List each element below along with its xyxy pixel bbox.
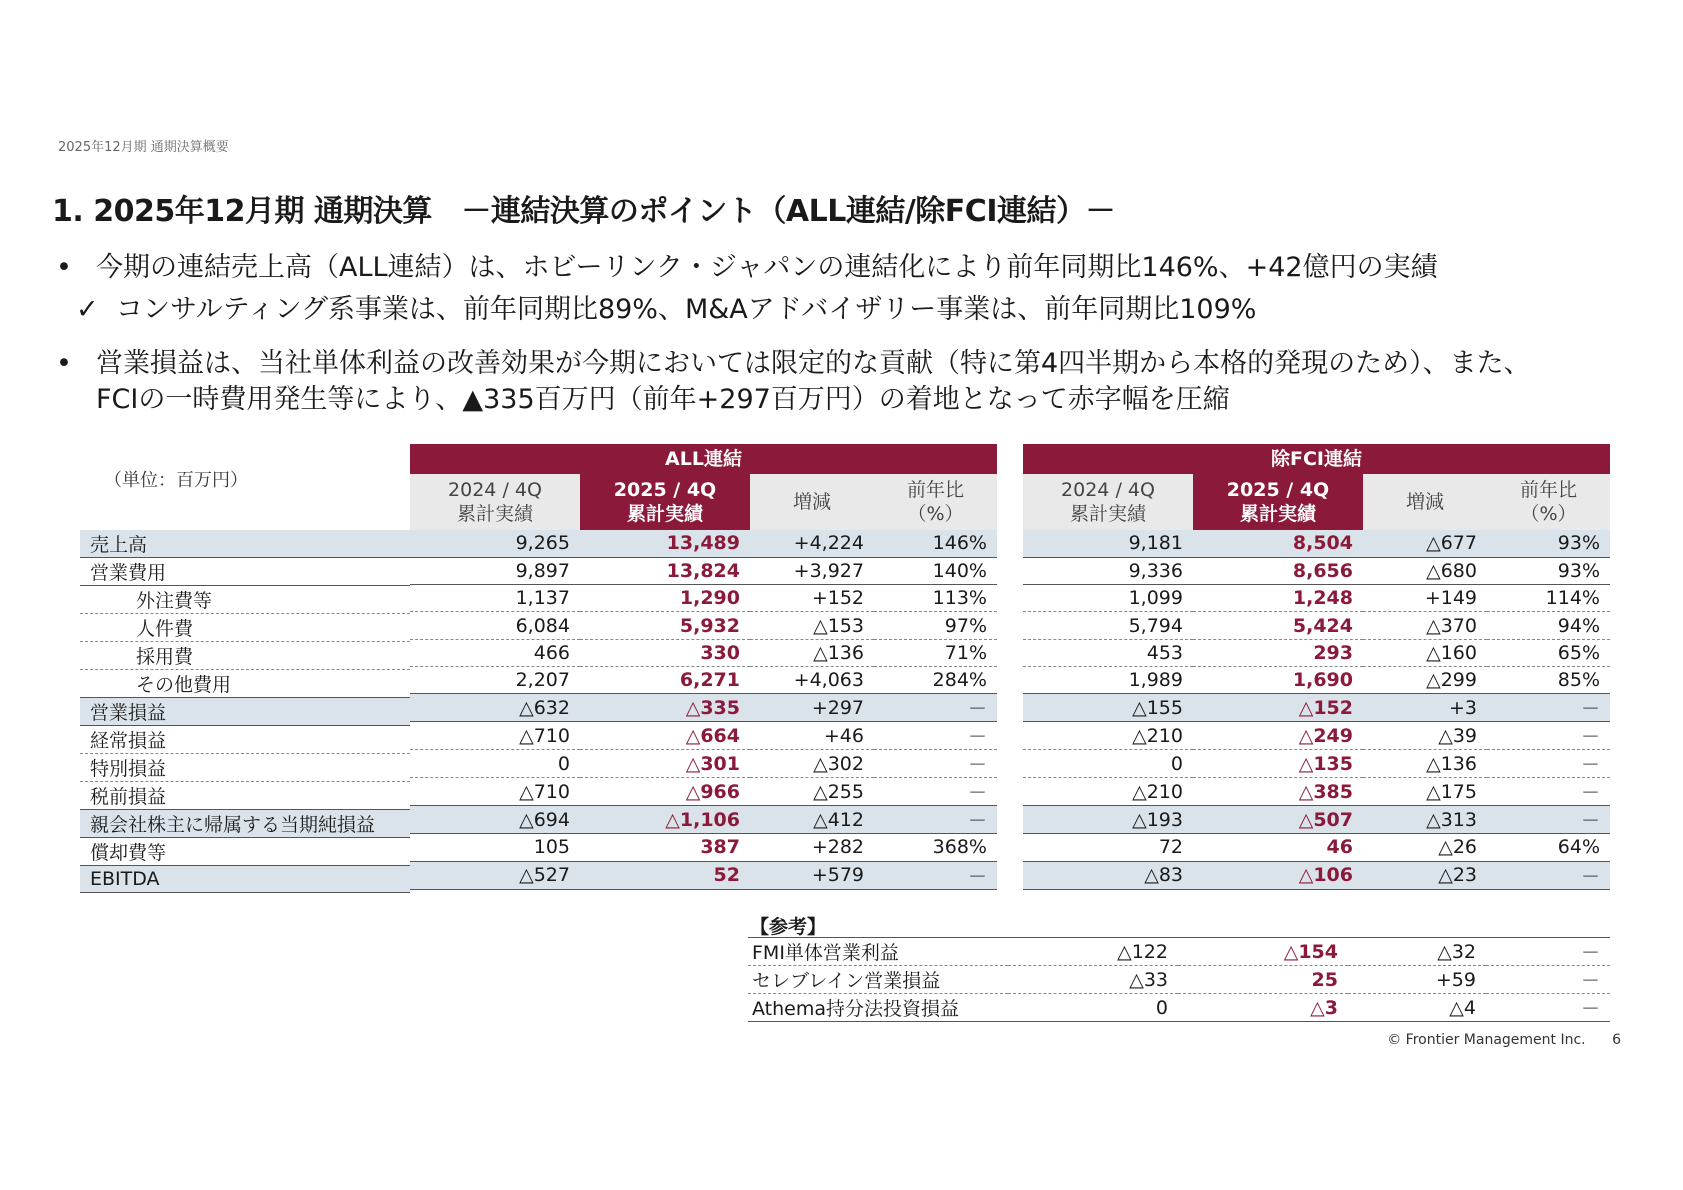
reference-title: 【参考】 xyxy=(748,912,1610,938)
table-row xyxy=(410,666,997,693)
exfci-column-headers xyxy=(1023,474,1610,530)
ratio-value: 284% xyxy=(874,666,997,693)
prev-value: 453 xyxy=(1023,639,1193,666)
diff-value: +282 xyxy=(750,834,874,861)
diff-value: +149 xyxy=(1363,585,1487,612)
diff-value: △255 xyxy=(750,778,874,806)
current-value: 13,824 xyxy=(580,557,750,584)
row-label: 営業費用 xyxy=(80,558,410,586)
table-row xyxy=(1023,639,1610,666)
current-value: △106 xyxy=(1193,861,1363,889)
reference-row xyxy=(748,938,1610,966)
table-row xyxy=(80,642,410,670)
table-row xyxy=(410,639,997,666)
diff-value: △677 xyxy=(1363,530,1487,557)
table-row xyxy=(410,834,997,861)
reference-diff: △4 xyxy=(1348,994,1486,1022)
table-row xyxy=(80,782,410,810)
bullet-operating-income xyxy=(56,346,1656,418)
prev-value: △210 xyxy=(1023,778,1193,806)
row-label: 人件費 xyxy=(80,614,410,642)
row-label: EBITDA xyxy=(80,866,410,893)
current-value: 5,424 xyxy=(1193,612,1363,639)
col-ratio: 前年比 （%） xyxy=(874,474,997,530)
prev-value: △193 xyxy=(1023,806,1193,834)
diff-value: △23 xyxy=(1363,861,1487,889)
ratio-value: － xyxy=(1487,806,1610,834)
reference-label: Athema持分法投資損益 xyxy=(748,994,1008,1022)
current-value: △966 xyxy=(580,778,750,806)
ratio-value: 93% xyxy=(1487,557,1610,584)
prev-value: 0 xyxy=(410,750,580,778)
table-row xyxy=(1023,666,1610,693)
col-current-year: 2025 / 4Q 累計実績 xyxy=(580,474,750,530)
table-row xyxy=(1023,750,1610,778)
table-row xyxy=(80,754,410,782)
table-row xyxy=(1023,861,1610,889)
table-row xyxy=(410,722,997,750)
current-value: 52 xyxy=(580,861,750,889)
prev-value: 72 xyxy=(1023,834,1193,861)
prev-value: 466 xyxy=(410,639,580,666)
reference-cur: 25 xyxy=(1178,966,1348,994)
exfci-consolidated-header: 除FCI連結 xyxy=(1023,444,1610,474)
row-label: 採用費 xyxy=(80,642,410,670)
table-row xyxy=(410,750,997,778)
current-value: 1,290 xyxy=(580,585,750,612)
ratio-value: 65% xyxy=(1487,639,1610,666)
all-consolidated-header: ALL連結 xyxy=(410,444,997,474)
ratio-value: 114% xyxy=(1487,585,1610,612)
prev-value: 9,336 xyxy=(1023,557,1193,584)
diff-value: △175 xyxy=(1363,778,1487,806)
table-row xyxy=(410,585,997,612)
ratio-value: － xyxy=(874,750,997,778)
reference-cur: △154 xyxy=(1178,938,1348,966)
prev-value: 6,084 xyxy=(410,612,580,639)
table-row xyxy=(80,614,410,642)
ratio-value: － xyxy=(1487,778,1610,806)
diff-value: +4,063 xyxy=(750,666,874,693)
diff-value: +3,927 xyxy=(750,557,874,584)
prev-value: 9,181 xyxy=(1023,530,1193,557)
table-row xyxy=(1023,694,1610,722)
ratio-value: 64% xyxy=(1487,834,1610,861)
table-row xyxy=(410,612,997,639)
bullet-text-line1: 営業損益は、当社単体利益の改善効果が今期においては限定的な貢献（特に第4四半期から本格的発現のため）、また、 xyxy=(96,348,1531,379)
table-row xyxy=(80,698,410,726)
diff-value: △39 xyxy=(1363,722,1487,750)
diff-value: △26 xyxy=(1363,834,1487,861)
ratio-value: － xyxy=(874,722,997,750)
diff-value: +297 xyxy=(750,694,874,722)
reference-ratio: － xyxy=(1486,966,1610,994)
current-value: △301 xyxy=(580,750,750,778)
diff-value: +3 xyxy=(1363,694,1487,722)
current-value: 1,248 xyxy=(1193,585,1363,612)
check-item-consulting xyxy=(76,292,1656,328)
check-text: コンサルティング系事業は、前年同期比89%、M&Aアドバイザリー事業は、前年同期比109% xyxy=(116,294,1257,325)
breadcrumb: 2025年12月期 通期決算概要 xyxy=(58,140,229,155)
diff-value: △136 xyxy=(1363,750,1487,778)
page-title: 1. 2025年12月期 通期決算 －連結決算のポイント（ALL連結/除FCI連結）－ xyxy=(52,194,1115,229)
current-value: △385 xyxy=(1193,778,1363,806)
ratio-value: 85% xyxy=(1487,666,1610,693)
current-value: 6,271 xyxy=(580,666,750,693)
prev-value: 5,794 xyxy=(1023,612,1193,639)
prev-value: 1,099 xyxy=(1023,585,1193,612)
prev-value: △710 xyxy=(410,778,580,806)
reference-diff: △32 xyxy=(1348,938,1486,966)
table-row xyxy=(1023,778,1610,806)
diff-value: △313 xyxy=(1363,806,1487,834)
table-row xyxy=(80,670,410,698)
ratio-value: － xyxy=(1487,861,1610,889)
row-label: 親会社株主に帰属する当期純損益 xyxy=(80,810,410,838)
table-row xyxy=(1023,612,1610,639)
all-column-headers xyxy=(410,474,997,530)
prev-value: △210 xyxy=(1023,722,1193,750)
checkmark-icon: ✓ xyxy=(76,294,99,325)
col-diff: 増減 xyxy=(750,474,874,530)
reference-prev: △33 xyxy=(1008,966,1178,994)
table-row xyxy=(80,530,410,558)
bullet-list xyxy=(56,250,1656,418)
ratio-value: 71% xyxy=(874,639,997,666)
row-label: 経常損益 xyxy=(80,726,410,754)
prev-value: 9,265 xyxy=(410,530,580,557)
current-value: △152 xyxy=(1193,694,1363,722)
current-value: 5,932 xyxy=(580,612,750,639)
current-value: 1,690 xyxy=(1193,666,1363,693)
bullet-text-line2: FCIの一時費用発生等により、▲335百万円（前年+297百万円）の着地となって赤字幅を圧縮 xyxy=(96,384,1230,415)
current-value: 387 xyxy=(580,834,750,861)
col-prev-year: 2024 / 4Q 累計実績 xyxy=(1023,474,1193,530)
table-row xyxy=(80,558,410,586)
ratio-value: 113% xyxy=(874,585,997,612)
row-label: 税前損益 xyxy=(80,782,410,810)
prev-value: △710 xyxy=(410,722,580,750)
reference-cur: △3 xyxy=(1178,994,1348,1022)
diff-value: △153 xyxy=(750,612,874,639)
row-label: 営業損益 xyxy=(80,698,410,726)
bullet-dot-icon: • xyxy=(56,252,72,283)
current-value: 13,489 xyxy=(580,530,750,557)
prev-value: △632 xyxy=(410,694,580,722)
diff-value: △160 xyxy=(1363,639,1487,666)
diff-value: +579 xyxy=(750,861,874,889)
row-label: 償却費等 xyxy=(80,838,410,866)
prev-value: △83 xyxy=(1023,861,1193,889)
ratio-value: － xyxy=(874,694,997,722)
current-value: 293 xyxy=(1193,639,1363,666)
col-prev-year: 2024 / 4Q 累計実績 xyxy=(410,474,580,530)
reference-row xyxy=(748,966,1610,994)
ratio-value: 93% xyxy=(1487,530,1610,557)
diff-value: △136 xyxy=(750,639,874,666)
diff-value: +152 xyxy=(750,585,874,612)
prev-value: △694 xyxy=(410,806,580,834)
reference-ratio: － xyxy=(1486,938,1610,966)
table-row xyxy=(410,861,997,889)
reference-label: FMI単体営業利益 xyxy=(748,938,1008,966)
ratio-value: － xyxy=(1487,750,1610,778)
ratio-value: － xyxy=(874,806,997,834)
row-label: 特別損益 xyxy=(80,754,410,782)
prev-value: 1,137 xyxy=(410,585,580,612)
reference-label: セレブレイン営業損益 xyxy=(748,966,1008,994)
ratio-value: 94% xyxy=(1487,612,1610,639)
prev-value: 0 xyxy=(1023,750,1193,778)
exfci-data-table xyxy=(1023,530,1610,890)
ratio-value: － xyxy=(1487,694,1610,722)
bullet-text: 今期の連結売上高（ALL連結）は、ホビーリンク・ジャパンの連結化により前年同期比146%、+42億円の実績 xyxy=(96,252,1438,283)
ratio-value: 97% xyxy=(874,612,997,639)
row-label-column xyxy=(80,530,410,893)
table-row xyxy=(80,838,410,866)
table-row xyxy=(80,810,410,838)
current-value: △1,106 xyxy=(580,806,750,834)
prev-value: 2,207 xyxy=(410,666,580,693)
prev-value: △527 xyxy=(410,861,580,889)
current-value: △135 xyxy=(1193,750,1363,778)
ratio-value: － xyxy=(1487,722,1610,750)
all-data-table xyxy=(410,530,997,890)
row-label: 外注費等 xyxy=(80,586,410,614)
row-label: 売上高 xyxy=(80,530,410,558)
unit-label: （単位：百万円） xyxy=(104,470,248,491)
reference-diff: +59 xyxy=(1348,966,1486,994)
diff-value: △370 xyxy=(1363,612,1487,639)
diff-value: +46 xyxy=(750,722,874,750)
bullet-dot-icon: • xyxy=(56,348,72,379)
reference-table xyxy=(748,938,1610,1022)
table-row xyxy=(1023,530,1610,557)
table-row xyxy=(80,586,410,614)
table-row xyxy=(80,726,410,754)
current-value: 8,656 xyxy=(1193,557,1363,584)
reference-prev: △122 xyxy=(1008,938,1178,966)
ratio-value: － xyxy=(874,778,997,806)
ratio-value: － xyxy=(874,861,997,889)
diff-value: △412 xyxy=(750,806,874,834)
table-row xyxy=(410,778,997,806)
table-row xyxy=(410,557,997,584)
reference-ratio: － xyxy=(1486,994,1610,1022)
page-number: 6 xyxy=(1612,1032,1621,1048)
diff-value: △302 xyxy=(750,750,874,778)
footer xyxy=(1387,1032,1621,1048)
current-value: △507 xyxy=(1193,806,1363,834)
ratio-value: 140% xyxy=(874,557,997,584)
diff-value: △680 xyxy=(1363,557,1487,584)
current-value: △664 xyxy=(580,722,750,750)
row-label: その他費用 xyxy=(80,670,410,698)
diff-value: +4,224 xyxy=(750,530,874,557)
current-value: 46 xyxy=(1193,834,1363,861)
diff-value: △299 xyxy=(1363,666,1487,693)
current-value: 8,504 xyxy=(1193,530,1363,557)
all-consolidated-block xyxy=(410,444,997,890)
table-row xyxy=(80,866,410,893)
reference-row xyxy=(748,994,1610,1022)
copyright: © Frontier Management Inc. xyxy=(1387,1032,1586,1048)
current-value: △249 xyxy=(1193,722,1363,750)
col-diff: 増減 xyxy=(1363,474,1487,530)
bullet-revenue xyxy=(56,250,1656,286)
current-value: △335 xyxy=(580,694,750,722)
table-row xyxy=(1023,834,1610,861)
prev-value: 105 xyxy=(410,834,580,861)
table-row xyxy=(410,694,997,722)
col-ratio: 前年比 （%） xyxy=(1487,474,1610,530)
table-row xyxy=(410,806,997,834)
exfci-consolidated-block xyxy=(1023,444,1610,890)
table-row xyxy=(1023,557,1610,584)
prev-value: △155 xyxy=(1023,694,1193,722)
table-row xyxy=(1023,722,1610,750)
table-row xyxy=(1023,806,1610,834)
ratio-value: 146% xyxy=(874,530,997,557)
table-row xyxy=(1023,585,1610,612)
current-value: 330 xyxy=(580,639,750,666)
col-current-year: 2025 / 4Q 累計実績 xyxy=(1193,474,1363,530)
reference-block xyxy=(748,912,1610,1022)
ratio-value: 368% xyxy=(874,834,997,861)
table-row xyxy=(410,530,997,557)
prev-value: 9,897 xyxy=(410,557,580,584)
reference-prev: 0 xyxy=(1008,994,1178,1022)
prev-value: 1,989 xyxy=(1023,666,1193,693)
